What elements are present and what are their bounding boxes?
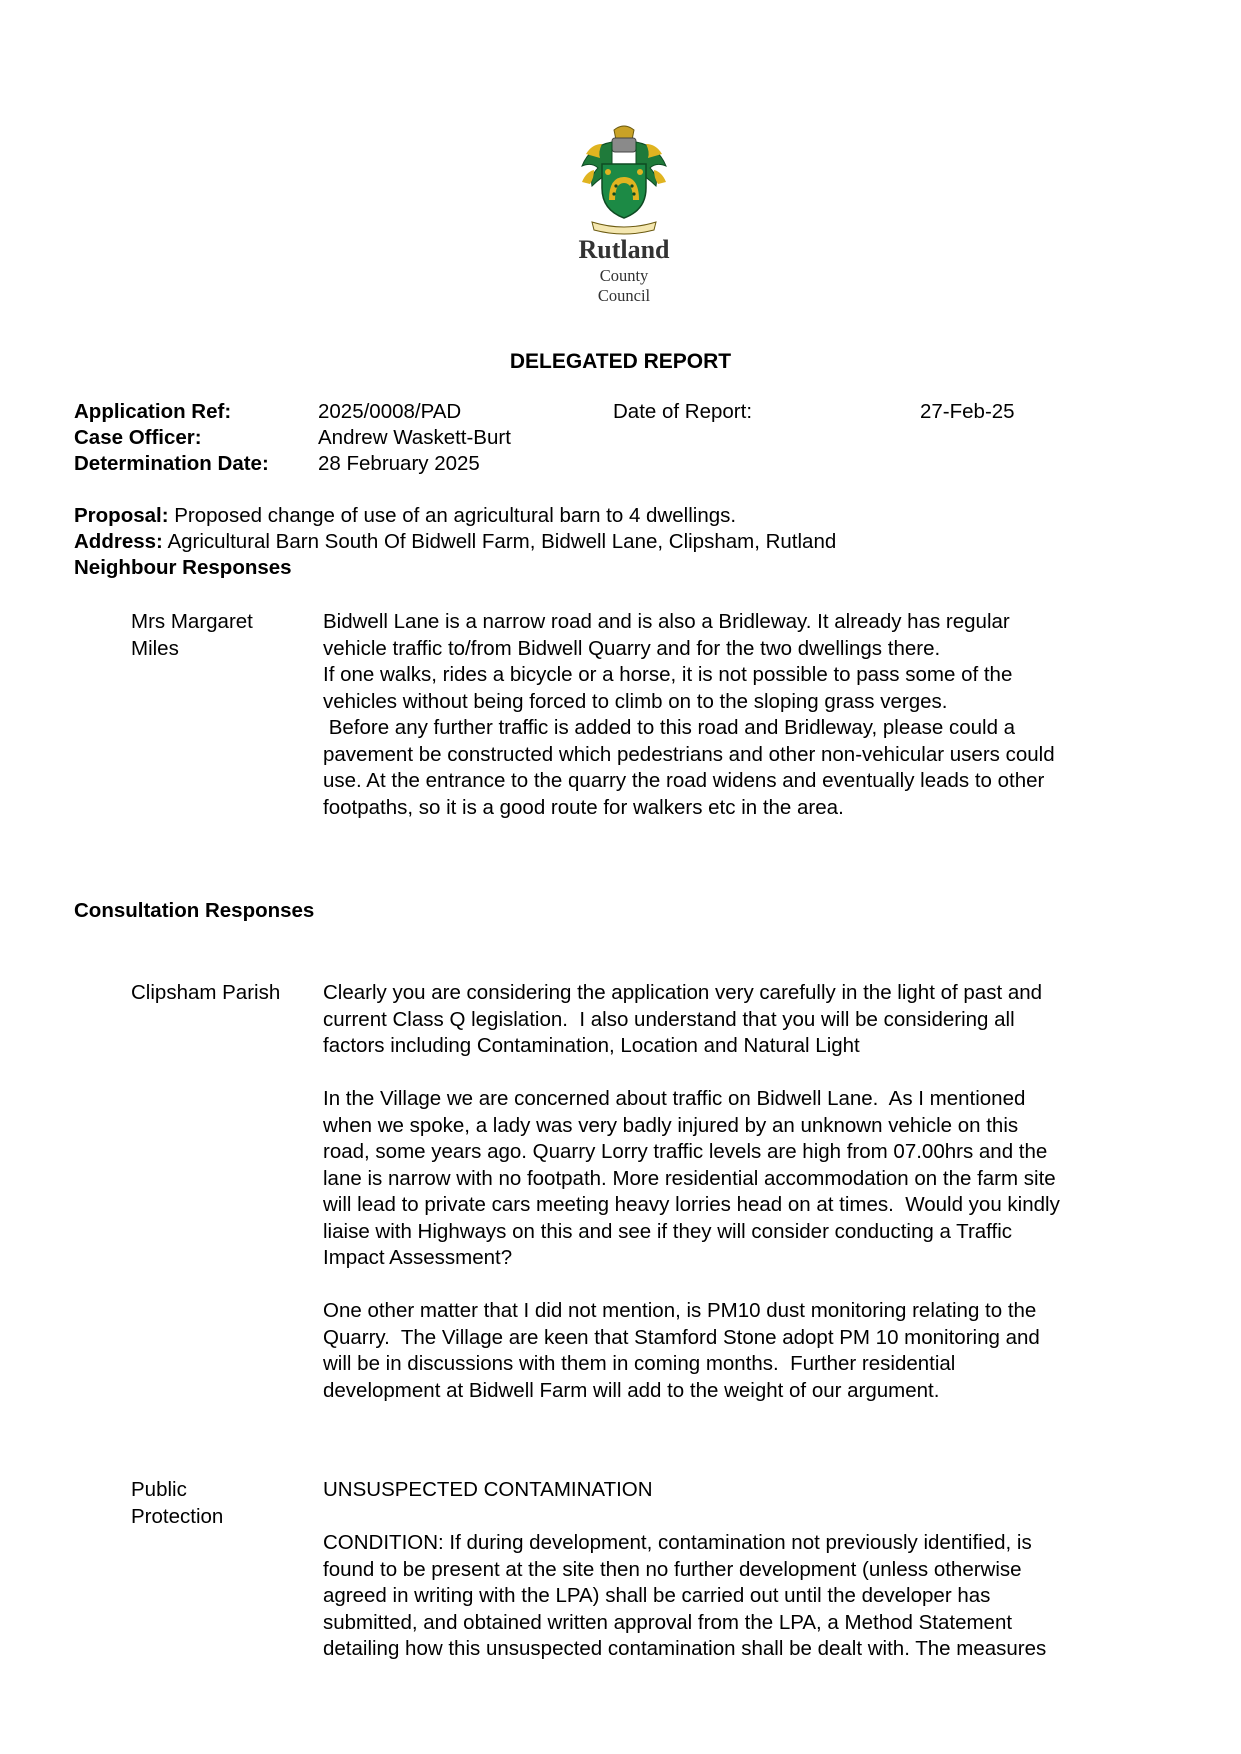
response-line: submitted, and obtained written approval from the LPA, a Method Statement [323, 1610, 1013, 1634]
response-line: will lead to private cars meeting heavy lorries head on at times. Would you kindly [323, 1193, 1060, 1216]
proposal-label: Proposal: [74, 504, 169, 527]
consultation-responses-heading: Consultation Responses [74, 899, 315, 922]
response-line: Bidwell Lane is a narrow road and is also a Bridleway. It already has regular [323, 610, 1010, 633]
consultee-name-line: Public [131, 1478, 187, 1501]
address-line [74, 529, 836, 556]
date-of-report-value: 27-Feb-25 [920, 400, 1015, 423]
response-line: UNSUSPECTED CONTAMINATION [323, 1478, 653, 1501]
consultee-response-text [323, 980, 1163, 1404]
response-line: liaise with Highways on this and see if they will consider conducting a Traffic [323, 1219, 1012, 1243]
response-line: One other matter that I did not mention, is PM10 dust monitoring relating to the [323, 1299, 1037, 1322]
determination-date-label: Determination Date: [74, 452, 269, 475]
response-line: use. At the entrance to the quarry the road widens and eventually leads to other [323, 769, 1045, 792]
response-line: vehicles without being forced to climb on to the sloping grass verges. [323, 689, 948, 713]
response-line: detailing how this unsuspected contamination shall be dealt with. The measures [323, 1637, 1047, 1660]
response-line: development at Bidwell Farm will add to the weight of our argument. [323, 1378, 940, 1402]
response-line: agreed in writing with the LPA) shall be carried out until the developer has [323, 1584, 991, 1607]
response-line: found to be present at the site then no further development (unless otherwise [323, 1557, 1022, 1581]
neighbour-responses-heading: Neighbour Responses [74, 556, 292, 579]
consultee-name [131, 980, 311, 1007]
coat-of-arms-icon [572, 124, 676, 236]
consultee-name [131, 1477, 311, 1530]
determination-date-value: 28 February 2025 [318, 452, 480, 475]
consultee-name-line: Clipsham Parish [131, 981, 281, 1004]
response-line: vehicle traffic to/from Bidwell Quarry and for the two dwellings there. [323, 636, 941, 660]
response-line: CONDITION: If during development, contamination not previously identified, is [323, 1531, 1032, 1554]
report-title: DELEGATED REPORT [509, 350, 732, 373]
response-line: road, some years ago. Quarry Lorry traffic levels are high from 07.00hrs and the [323, 1140, 1048, 1163]
proposal-line [74, 503, 736, 530]
response-line: Before any further traffic is added to this road and Bridleway, please could a [323, 716, 1016, 739]
council-logo [572, 124, 676, 305]
response-text [323, 609, 1163, 821]
consultee-response-text [323, 1477, 1163, 1663]
response-line: current Class Q legislation. I also understand that you will be considering all [323, 1007, 1015, 1031]
logo-name: Rutland [578, 235, 670, 264]
date-of-report-label: Date of Report: [613, 400, 753, 423]
response-line: Impact Assessment? [323, 1246, 513, 1269]
response-line: factors including Contamination, Location and Natural Light [323, 1034, 860, 1057]
response-line: footpaths, so it is a good route for walkers etc in the area. [323, 795, 844, 819]
response-line: Clearly you are considering the application very carefully in the light of past and [323, 981, 1043, 1004]
application-ref-label: Application Ref: [74, 400, 232, 423]
address-label: Address: [74, 530, 163, 553]
logo-subtitle: County Council [597, 266, 651, 305]
address-text: Agricultural Barn South Of Bidwell Farm, Bidwell Lane, Clipsham, Rutland [167, 530, 837, 553]
case-officer-label: Case Officer: [74, 426, 202, 449]
response-line: In the Village we are concerned about traffic on Bidwell Lane. As I mentioned [323, 1087, 1026, 1110]
respondent-name-line: Mrs Margaret [131, 610, 253, 633]
case-officer-value: Andrew Waskett-Burt [318, 426, 511, 449]
response-line: If one walks, rides a bicycle or a horse, it is not possible to pass some of the [323, 663, 1013, 686]
consultee-name-line: Protection [131, 1504, 224, 1528]
application-ref-value: 2025/0008/PAD [318, 400, 462, 423]
response-line: will be in discussions with them in coming months. Further residential [323, 1352, 956, 1375]
respondent-name [131, 609, 311, 662]
response-line: lane is narrow with no footpath. More residential accommodation on the farm site [323, 1166, 1056, 1190]
response-line: when we spoke, a lady was very badly injured by an unknown vehicle on this [323, 1113, 1019, 1137]
response-line: pavement be constructed which pedestrians and other non-vehicular users could [323, 742, 1055, 766]
respondent-name-line: Miles [131, 636, 179, 660]
response-line: Quarry. The Village are keen that Stamford Stone adopt PM 10 monitoring and [323, 1325, 1040, 1349]
proposal-text: Proposed change of use of an agricultural barn to 4 dwellings. [174, 504, 737, 527]
